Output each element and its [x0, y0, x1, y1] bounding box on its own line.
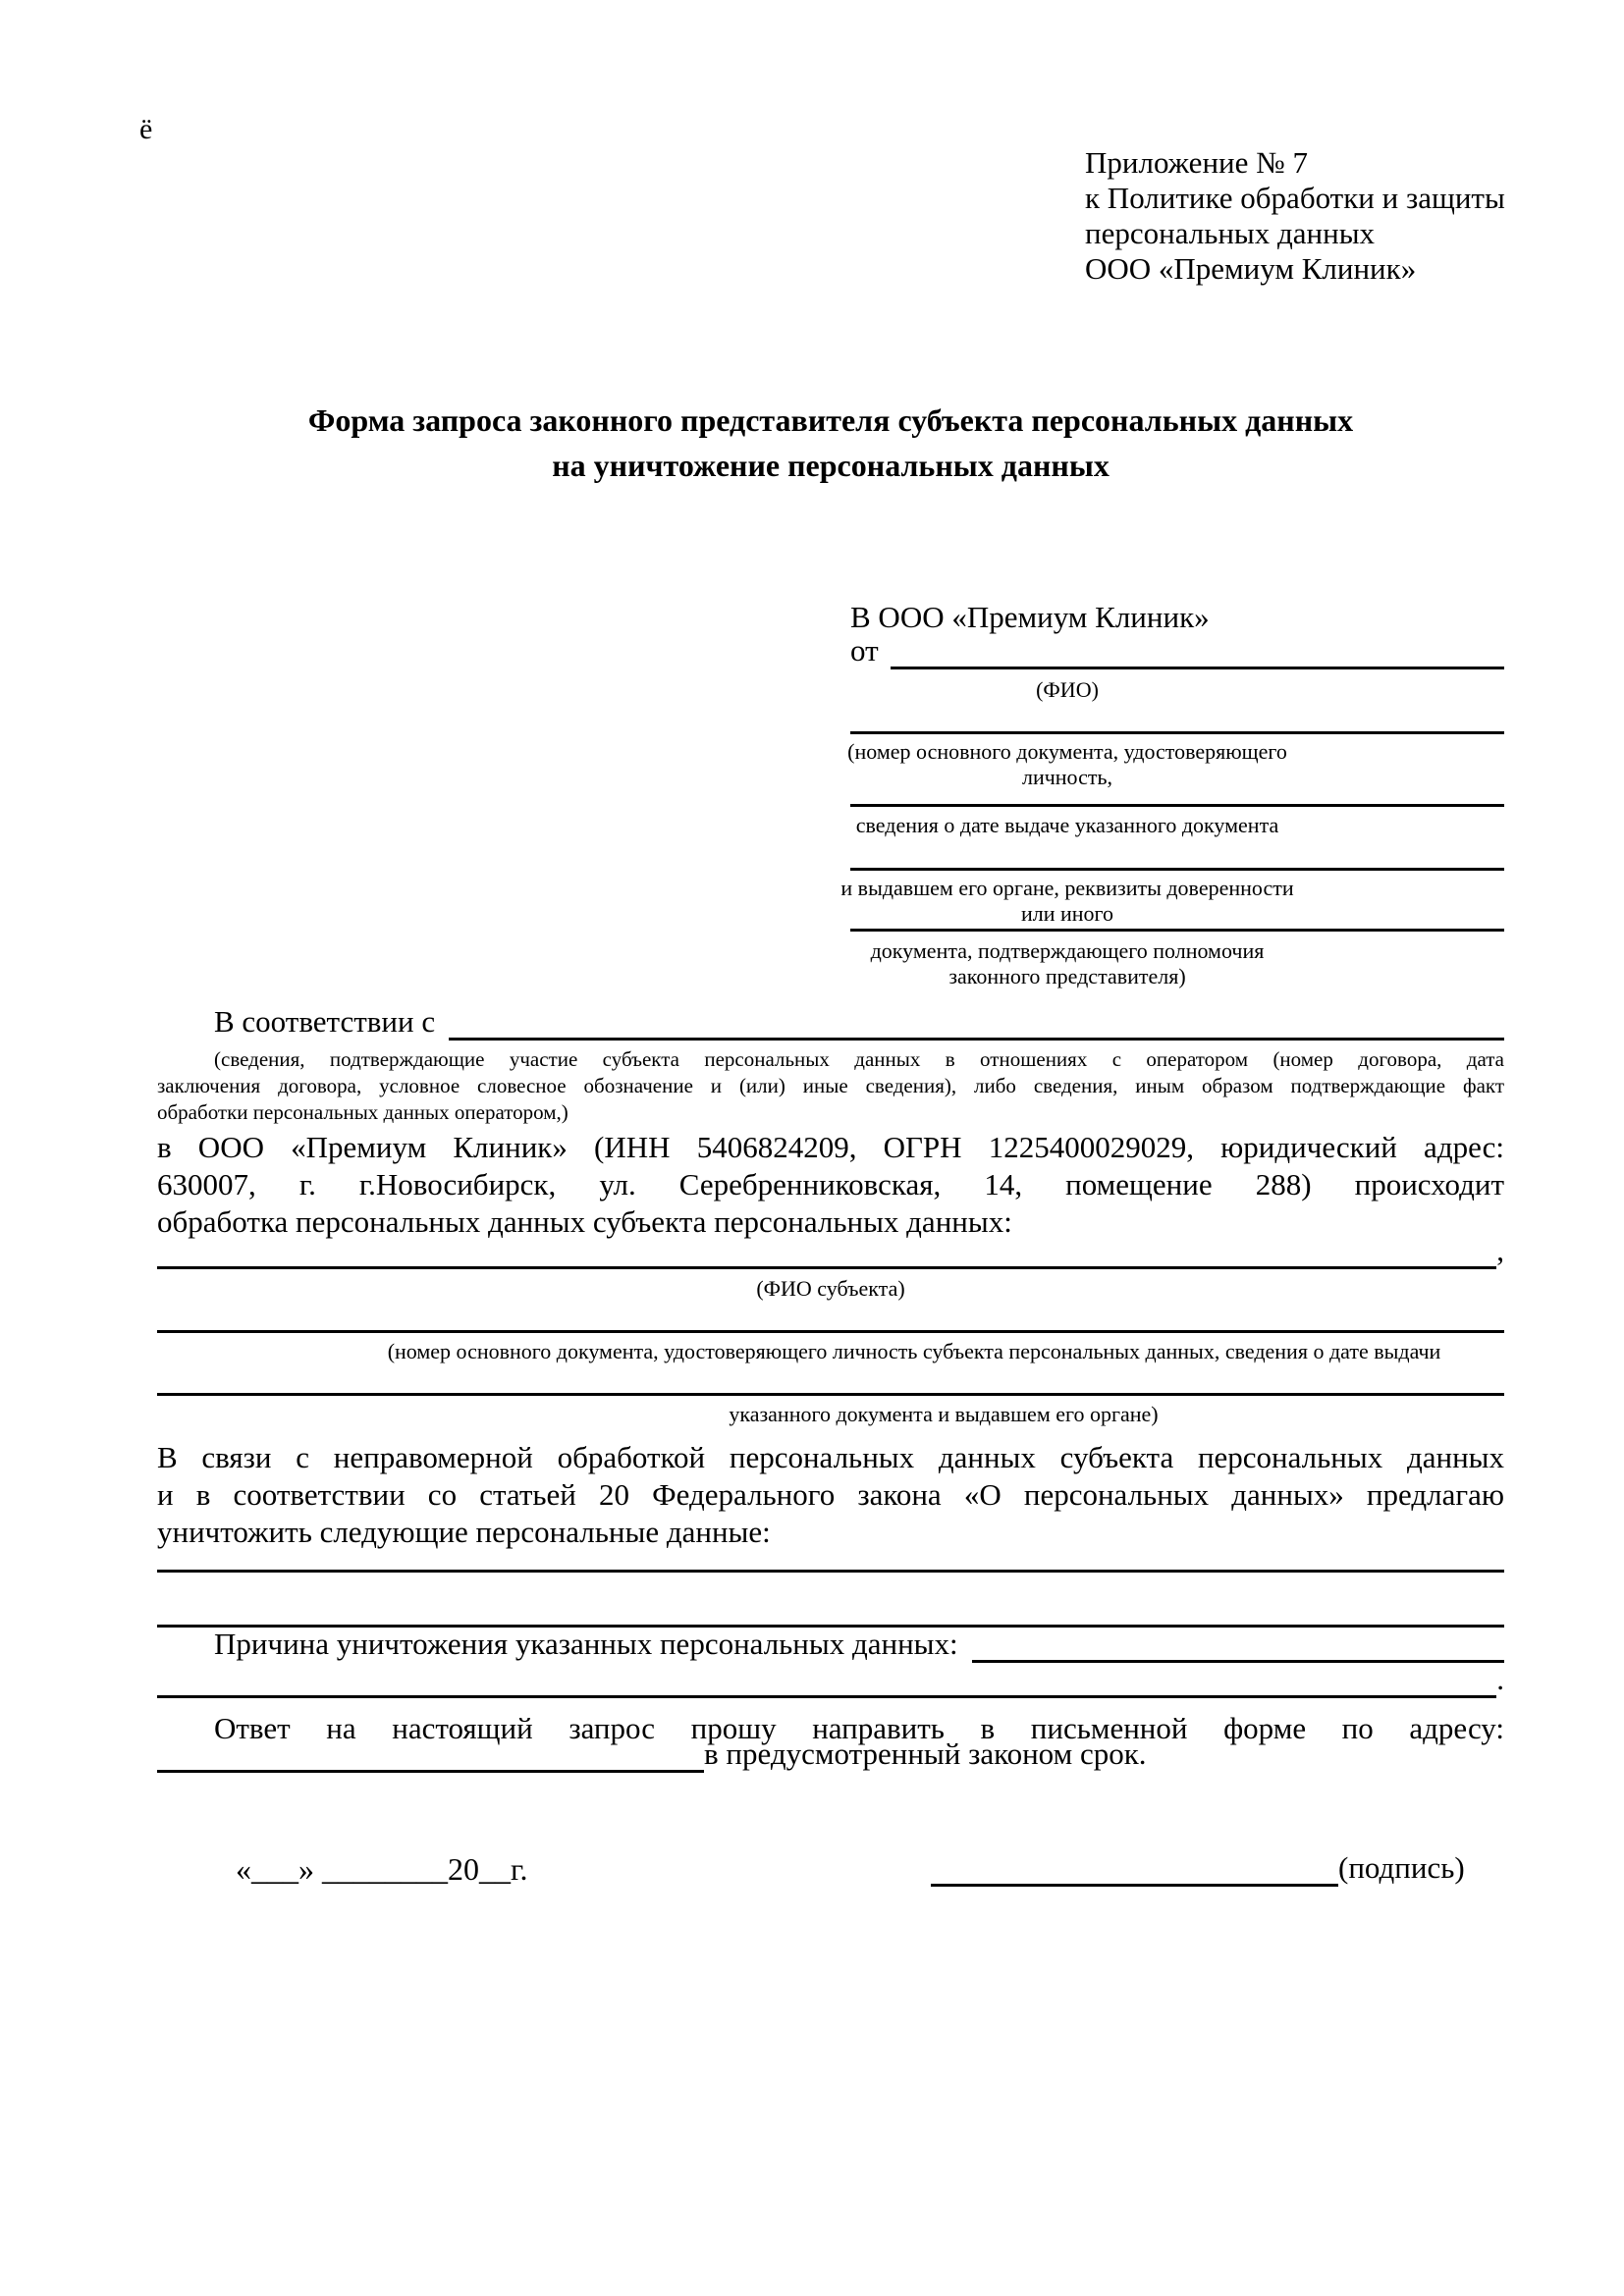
stray-char: ё — [139, 113, 153, 145]
reason-continuation-row — [157, 1662, 1504, 1698]
from-row — [850, 633, 1504, 669]
operator-paragraph-line: обработка персональных данных субъекта персональных данных: — [157, 1204, 1012, 1239]
reply-request-line: Ответ на настоящий запрос прошу направить в письменной форме по адресу: — [214, 1711, 1504, 1745]
issuing-authority-caption: и выдавшем его органе, реквизиты доверенности или иного — [840, 876, 1294, 926]
sentence-period: . — [1496, 1662, 1504, 1696]
issue-date-blank-line[interactable] — [850, 804, 1504, 807]
addressee-org: В ООО «Премиум Клиник» — [850, 600, 1210, 634]
reply-tail: в предусмотренный законом срок. — [704, 1736, 1147, 1771]
subject-fio-caption: (ФИО субъекта) — [756, 1276, 905, 1301]
document-number-blank-line[interactable] — [850, 731, 1504, 734]
operator-paragraph-line: 630007, г. г.Новосибирск, ул. Серебренниковская, 14, помещение 288) происходит — [157, 1167, 1504, 1201]
fio-caption: (ФИО) — [1036, 677, 1099, 702]
reason-row — [157, 1629, 1504, 1663]
authority-document-blank-line[interactable] — [850, 929, 1504, 932]
from-label: от — [850, 633, 879, 667]
fio-blank-line[interactable] — [891, 667, 1504, 669]
issuing-authority-blank-line[interactable] — [850, 868, 1504, 871]
appendix-header-line: к Политике обработки и защиты — [1085, 181, 1505, 215]
authority-document-caption: документа, подтверждающего полномочия законного представителя) — [870, 938, 1265, 988]
reply-address-row — [157, 1736, 1504, 1773]
subject-fio-comma: , — [1496, 1233, 1504, 1267]
appendix-header — [1085, 145, 1517, 287]
demand-paragraph — [157, 1439, 1504, 1551]
document-number-caption: (номер основного документа, удостоверяющего личность, — [847, 739, 1287, 789]
accordance-row — [157, 1004, 1504, 1041]
subject-document-blank-line[interactable] — [157, 1330, 1504, 1333]
demand-paragraph-line: В связи с неправомерной обработкой персональных данных субъекта персональных данных — [157, 1440, 1504, 1474]
reason-label: Причина уничтожения указанных персональных данных: — [214, 1627, 958, 1661]
data-to-destroy-blank-line-1[interactable] — [157, 1570, 1504, 1573]
demand-paragraph-line: и в соответствии со статьей 20 Федерального закона «О персональных данных» предлагаю — [157, 1477, 1504, 1512]
accordance-note-line: обработки персональных данных оператором,) — [157, 1100, 568, 1124]
issue-date-caption: сведения о дате выдаче указанного документа — [855, 813, 1279, 837]
subject-authority-blank-line[interactable] — [157, 1393, 1504, 1396]
subject-document-caption: (номер основного документа, удостоверяющего личность субъекта персональных данных, сведения о дате выдачи — [387, 1339, 1441, 1363]
accordance-blank-line[interactable] — [449, 1038, 1504, 1041]
signature-caption: (подпись) — [1338, 1850, 1465, 1885]
signature-row — [931, 1850, 1465, 1887]
date-line[interactable]: «___» ________20__г. — [236, 1851, 528, 1887]
subject-fio-blank-line[interactable] — [157, 1266, 1496, 1269]
document-title-line2: на уничтожение персональных данных — [552, 448, 1110, 483]
operator-paragraph — [157, 1129, 1504, 1241]
signature-blank-line[interactable] — [931, 1884, 1338, 1887]
accordance-note-line: (сведения, подтверждающие участие субъекта персональных данных в отношениях с оператором (номер договора, дата — [214, 1047, 1504, 1071]
accordance-lead: В соответствии с — [214, 1004, 436, 1039]
appendix-header-line: персональных данных — [1085, 216, 1376, 250]
reason-continuation-blank-line[interactable] — [157, 1695, 1496, 1698]
appendix-header-line: ООО «Премиум Клиник» — [1085, 251, 1417, 286]
subject-authority-caption: указанного документа и выдавшем его органе) — [729, 1402, 1159, 1426]
operator-paragraph-line: в ООО «Премиум Клиник» (ИНН 5406824209, ОГРН 1225400029029, юридический адрес: — [157, 1130, 1504, 1164]
demand-paragraph-line: уничтожить следующие персональные данные: — [157, 1515, 771, 1549]
document-title-line1: Форма запроса законного представителя субъекта персональных данных — [307, 402, 1354, 438]
document-title — [157, 398, 1504, 488]
reply-address-blank-line[interactable] — [157, 1770, 704, 1773]
accordance-note-line: заключения договора, условное словесное обозначение и (или) иные сведения), либо сведения, иным образом подтверждающие факт — [157, 1074, 1504, 1097]
accordance-note — [157, 1046, 1504, 1126]
appendix-header-line: Приложение № 7 — [1085, 145, 1308, 180]
subject-fio-row — [157, 1235, 1504, 1269]
reason-blank-line[interactable] — [972, 1660, 1504, 1663]
